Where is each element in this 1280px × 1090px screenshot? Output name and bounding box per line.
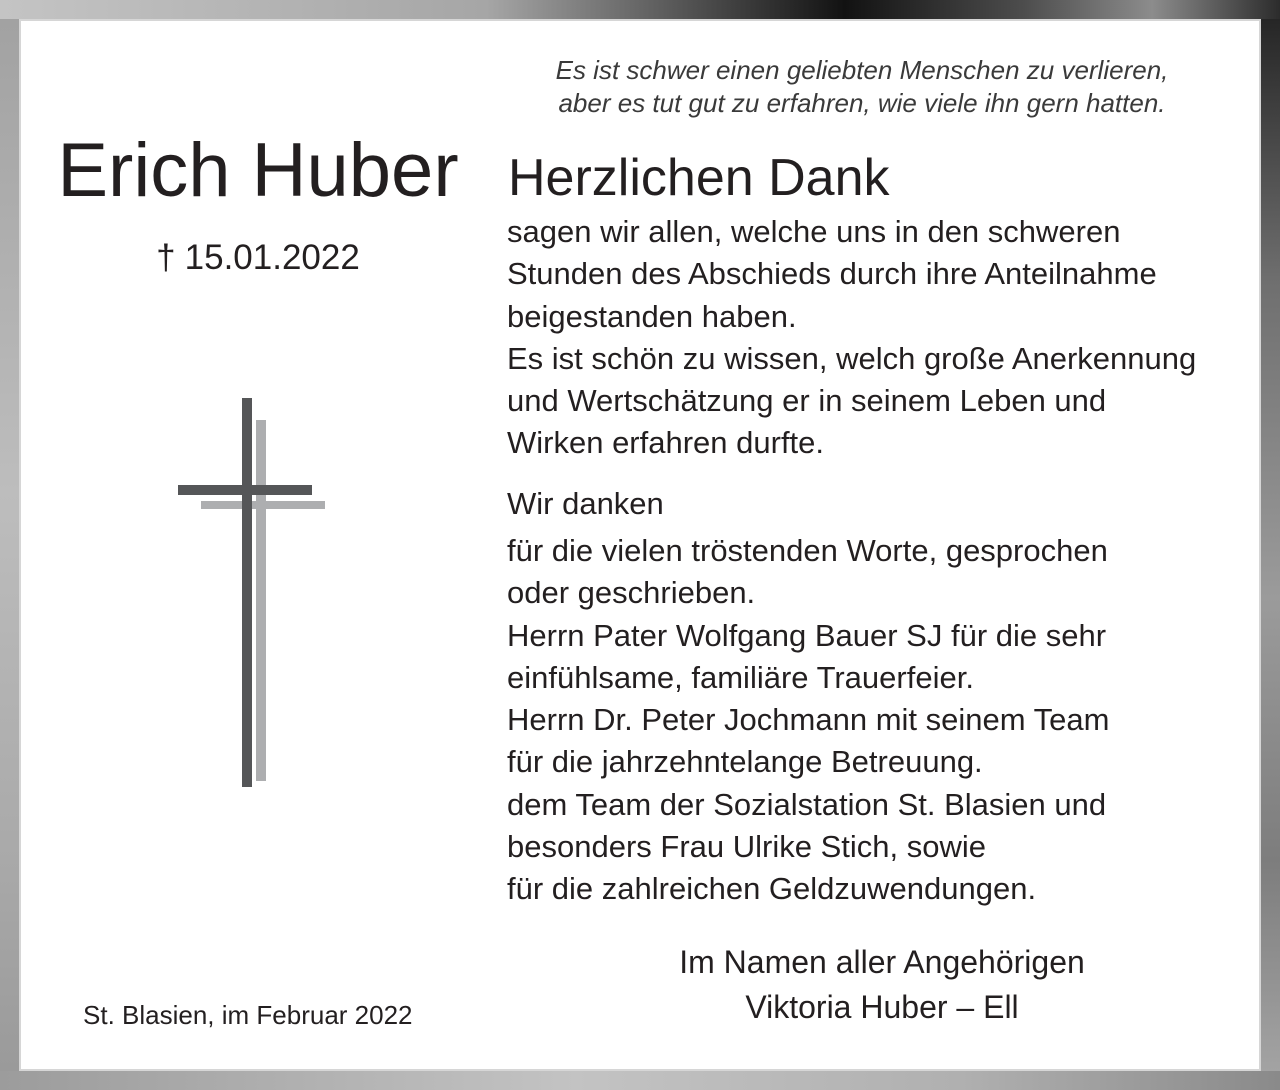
frame-border-top [0, 0, 1280, 19]
quote-line: aber es tut gut zu erfahren, wie viele ihn gern hatten. [558, 88, 1166, 118]
frame-border-right [1261, 19, 1280, 1071]
text-line: beigestanden haben. [507, 298, 797, 334]
cross-shadow-vertical-bar [256, 420, 266, 781]
frame-border-left [0, 19, 19, 1071]
text-line: Es ist schön zu wissen, welch große Anerkennung [507, 340, 1197, 376]
text-line: für die vielen tröstenden Worte, gesprochen [507, 533, 1108, 568]
thanks-paragraph-2 [507, 530, 1109, 911]
text-line: besonders Frau Ulrike Stich, sowie [507, 829, 986, 865]
signature [600, 940, 1164, 1030]
signature-name: Viktoria Huber – Ell [745, 989, 1019, 1025]
thanks-subheading: Wir danken [507, 486, 664, 521]
death-marker: † [156, 238, 176, 277]
frame-border-bottom [0, 1071, 1280, 1090]
text-line: sagen wir allen, welche uns in den schweren [507, 214, 1121, 249]
cross-shadow-horizontal-bar [201, 501, 325, 509]
quote-line: Es ist schwer einen geliebten Menschen zu verlieren, [555, 55, 1169, 85]
text-line: für die zahlreichen Geldzuwendungen. [507, 871, 1037, 907]
cross-vertical-bar [242, 398, 252, 787]
death-date-line [30, 238, 486, 278]
text-line: einfühlsame, familiäre Trauerfeier. [507, 659, 974, 695]
signature-line: Im Namen aller Angehörigen [679, 944, 1085, 980]
text-line: dem Team der Sozialstation St. Blasien und [507, 786, 1107, 822]
place-date: St. Blasien, im Februar 2022 [83, 1000, 413, 1030]
quote [500, 54, 1224, 120]
text-line: Stunden des Abschieds durch ihre Anteilnahme [507, 256, 1157, 292]
text-line: Herrn Dr. Peter Jochmann mit seinem Team [507, 702, 1110, 738]
text-line: und Wertschätzung er in seinem Leben und [507, 383, 1107, 419]
death-date: 15.01.2022 [184, 238, 360, 277]
thanks-paragraph-1 [507, 211, 1196, 465]
text-line: Wirken erfahren durfte. [507, 425, 825, 461]
deceased-name: Erich Huber [57, 128, 459, 213]
cross-horizontal-bar [178, 485, 312, 495]
thanks-heading: Herzlichen Dank [508, 149, 890, 207]
text-line: oder geschrieben. [507, 575, 756, 611]
text-line: für die jahrzehntelange Betreuung. [507, 744, 983, 780]
text-line: Herrn Pater Wolfgang Bauer SJ für die sehr [507, 617, 1107, 653]
